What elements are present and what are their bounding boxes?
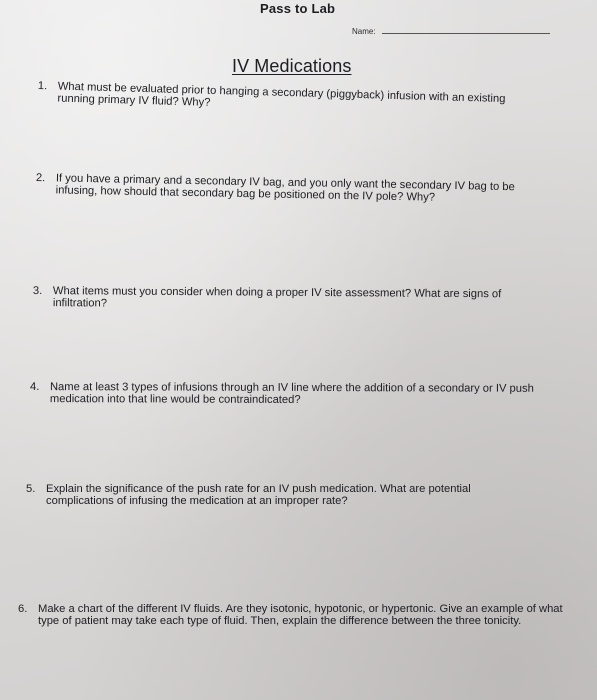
page-title: IV Medications xyxy=(232,56,352,76)
question-number: 2. xyxy=(35,172,46,185)
question-number: 5. xyxy=(26,483,36,495)
question-number: 4. xyxy=(29,381,40,394)
question-1 xyxy=(37,80,537,118)
question-text: Make a chart of the different IV fluids. Are they isotonic, hypotonic, or hypertonic. Give an example of what type of patient may take each type of fluid. Then, explain the difference between the three tonicity. xyxy=(38,603,563,627)
question-number: 3. xyxy=(32,285,43,298)
question-5 xyxy=(26,483,536,507)
question-text: What must be evaluated prior to hanging a secondary (piggyback) infusion with an existing running primary IV fluid? Why? xyxy=(57,80,506,109)
question-text: If you have a primary and a secondary IV bag, and you only want the secondary IV bag to be infusing, how should that secondary bag be positioned on the IV pole? Why? xyxy=(55,172,515,204)
name-field xyxy=(352,27,550,36)
name-blank-line xyxy=(382,33,550,34)
question-3 xyxy=(33,285,553,313)
header-title: Pass to Lab xyxy=(260,1,336,16)
question-number: 1. xyxy=(37,80,48,93)
name-label: Name: xyxy=(352,27,376,36)
question-text: What items must you consider when doing a proper IV site assessment? What are signs of infiltration? xyxy=(52,285,502,310)
question-number: 6. xyxy=(18,603,28,615)
question-text: Explain the significance of the push rate for an IV push medication. What are potential complications of infusing the medication at an improper rate? xyxy=(46,483,471,507)
question-4 xyxy=(30,381,570,407)
question-2 xyxy=(36,172,556,206)
question-text: Name at least 3 types of infusions through an IV line where the addition of a secondary or IV push medication into that line would be contraindicated? xyxy=(49,381,534,406)
question-6 xyxy=(18,603,563,627)
